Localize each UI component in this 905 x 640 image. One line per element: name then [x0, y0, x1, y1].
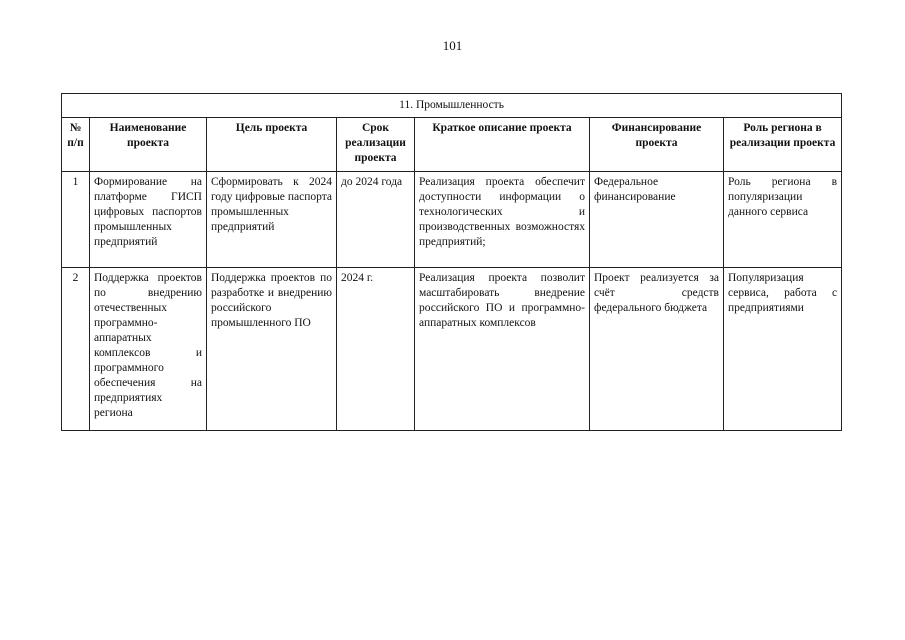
table-row — [62, 268, 842, 431]
section-title-row — [62, 94, 842, 118]
table-row — [62, 172, 842, 268]
page-number: 101 — [442, 38, 463, 53]
cell-project-description: Реализация проекта позволит масштабировать внедрение российского ПО и программно-аппаратных комплексов — [415, 268, 590, 431]
cell-region-role: Популяризация сервиса, работа с предприятиями — [724, 268, 842, 431]
cell-region-role: Роль региона в популяризации данного сервиса — [724, 172, 842, 268]
cell-project-term: до 2024 года — [337, 172, 415, 268]
table-header-row — [62, 118, 842, 172]
projects-table — [61, 93, 842, 431]
cell-number: 1 — [62, 172, 90, 268]
header-project-goal: Цель проекта — [207, 118, 337, 172]
cell-number: 2 — [62, 268, 90, 431]
header-project-financing: Финансирование проекта — [590, 118, 724, 172]
header-project-term: Срок реализации проекта — [337, 118, 415, 172]
cell-project-financing: Проект реализуется за счёт средств федерального бюджета — [590, 268, 724, 431]
header-region-role: Роль региона в реализации проекта — [724, 118, 842, 172]
section-title: 11. Промышленность — [62, 94, 842, 118]
cell-project-goal: Сформировать к 2024 году цифровые паспорта промышленных предприятий — [207, 172, 337, 268]
header-project-description: Краткое описание проекта — [415, 118, 590, 172]
cell-project-goal: Поддержка проектов по разработке и внедрению российского промышленного ПО — [207, 268, 337, 431]
cell-project-name: Формирование на платформе ГИСП цифровых паспортов промышленных предприятий — [90, 172, 207, 268]
cell-project-financing: Федеральное финансирование — [590, 172, 724, 268]
cell-project-name: Поддержка проектов по внедрению отечественных программно-аппаратных комплексов и программного обеспечения на предприятиях региона — [90, 268, 207, 431]
cell-project-term: 2024 г. — [337, 268, 415, 431]
cell-project-description: Реализация проекта обеспечит доступности информации о технологических и производственных возможностях предприятий; — [415, 172, 590, 268]
header-project-name: Наименование проекта — [90, 118, 207, 172]
header-number: № п/п — [62, 118, 90, 172]
